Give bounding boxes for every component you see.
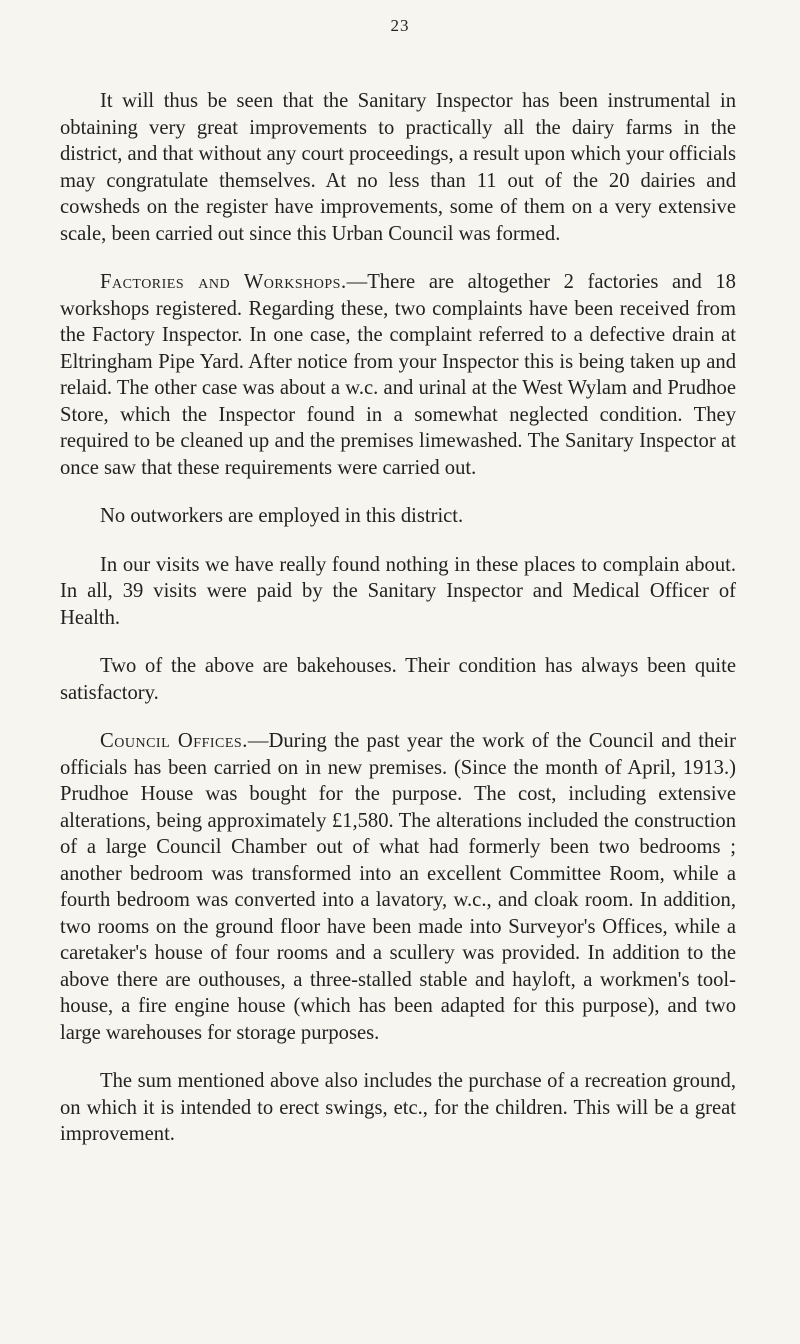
paragraph-visits — [60, 552, 736, 632]
paragraph-text: It will thus be seen that the Sanitary Inspector has been instrumental in obtaining very great improvements to practically all the dairy farms in the district, and that without any court proceedings, a result upon which your officials may congratulate themselves. At no less than 11 out of the 20 dairies and cowsheds on the register have improvements, some of them on a very extensive scale, been carried out since this Urban Council was formed. — [60, 90, 736, 245]
paragraph-text: Two of the above are bakehouses. Their condition has always been quite satisfactory. — [60, 655, 736, 704]
paragraph-text: In our visits we have really found nothing in these places to complain about. In all, 39 visits were paid by the Sanitary Inspector and Medical Officer of Health. — [60, 553, 736, 629]
page-number: 23 — [390, 16, 410, 35]
body-text — [60, 88, 736, 1170]
paragraph-text: —During the past year the work of the Council and their officials has been carried on in new premises. (Since the month of April, 1913.) Prudhoe House was bought for the purpose. The cost, including extensive alterations, being approximately £1,580. The alterations included the construction of a large Council Chamber out of what had formerly been two bedrooms ; another bedroom was transformed into an excellent Committee Room, while a fourth bedroom was converted into a lavatory, w.c., and cloak room. In addition, two rooms on the ground floor have been made into Surveyor's Offices, while a caretaker's house of four rooms and a scullery was provided. In addition to the above there are outhouses, a three-stalled stable and hayloft, a workmen's tool-house, a fire engine house (which has been adapted for this purpose), and two large warehouses for storage purposes. — [60, 730, 737, 1044]
paragraph-text: —There are altogether 2 factories and 18 workshops registered. Regarding these, two complaints have been received from the Factory Inspector. In one case, the complaint referred to a defective drain at Eltringham Pipe Yard. After notice from your Inspector this is being taken up and relaid. The other case was about a w.c. and urinal at the West Wylam and Prudhoe Store, which the Inspector found in a somewhat neglected condition. They required to be cleaned up and the premises limewashed. The Sanitary Inspector at once saw that these requirements were carried out. — [60, 271, 736, 479]
paragraph-dairy-improvements — [60, 88, 736, 247]
paragraph-recreation-ground — [60, 1068, 736, 1148]
paragraph-text: No outworkers are employed in this district. — [100, 505, 464, 527]
paragraph-factories-workshops — [60, 269, 736, 481]
section-heading-factories: Factories and Workshops. — [100, 271, 347, 293]
paragraph-council-offices — [60, 728, 736, 1046]
paragraph-text: The sum mentioned above also includes the purchase of a recreation ground, on which it is intended to erect swings, etc., for the children. This will be a great improvement. — [60, 1070, 736, 1145]
paragraph-outworkers — [60, 503, 736, 530]
section-heading-council-offices: Council Offices. — [100, 730, 248, 752]
paragraph-bakehouses — [60, 653, 736, 706]
